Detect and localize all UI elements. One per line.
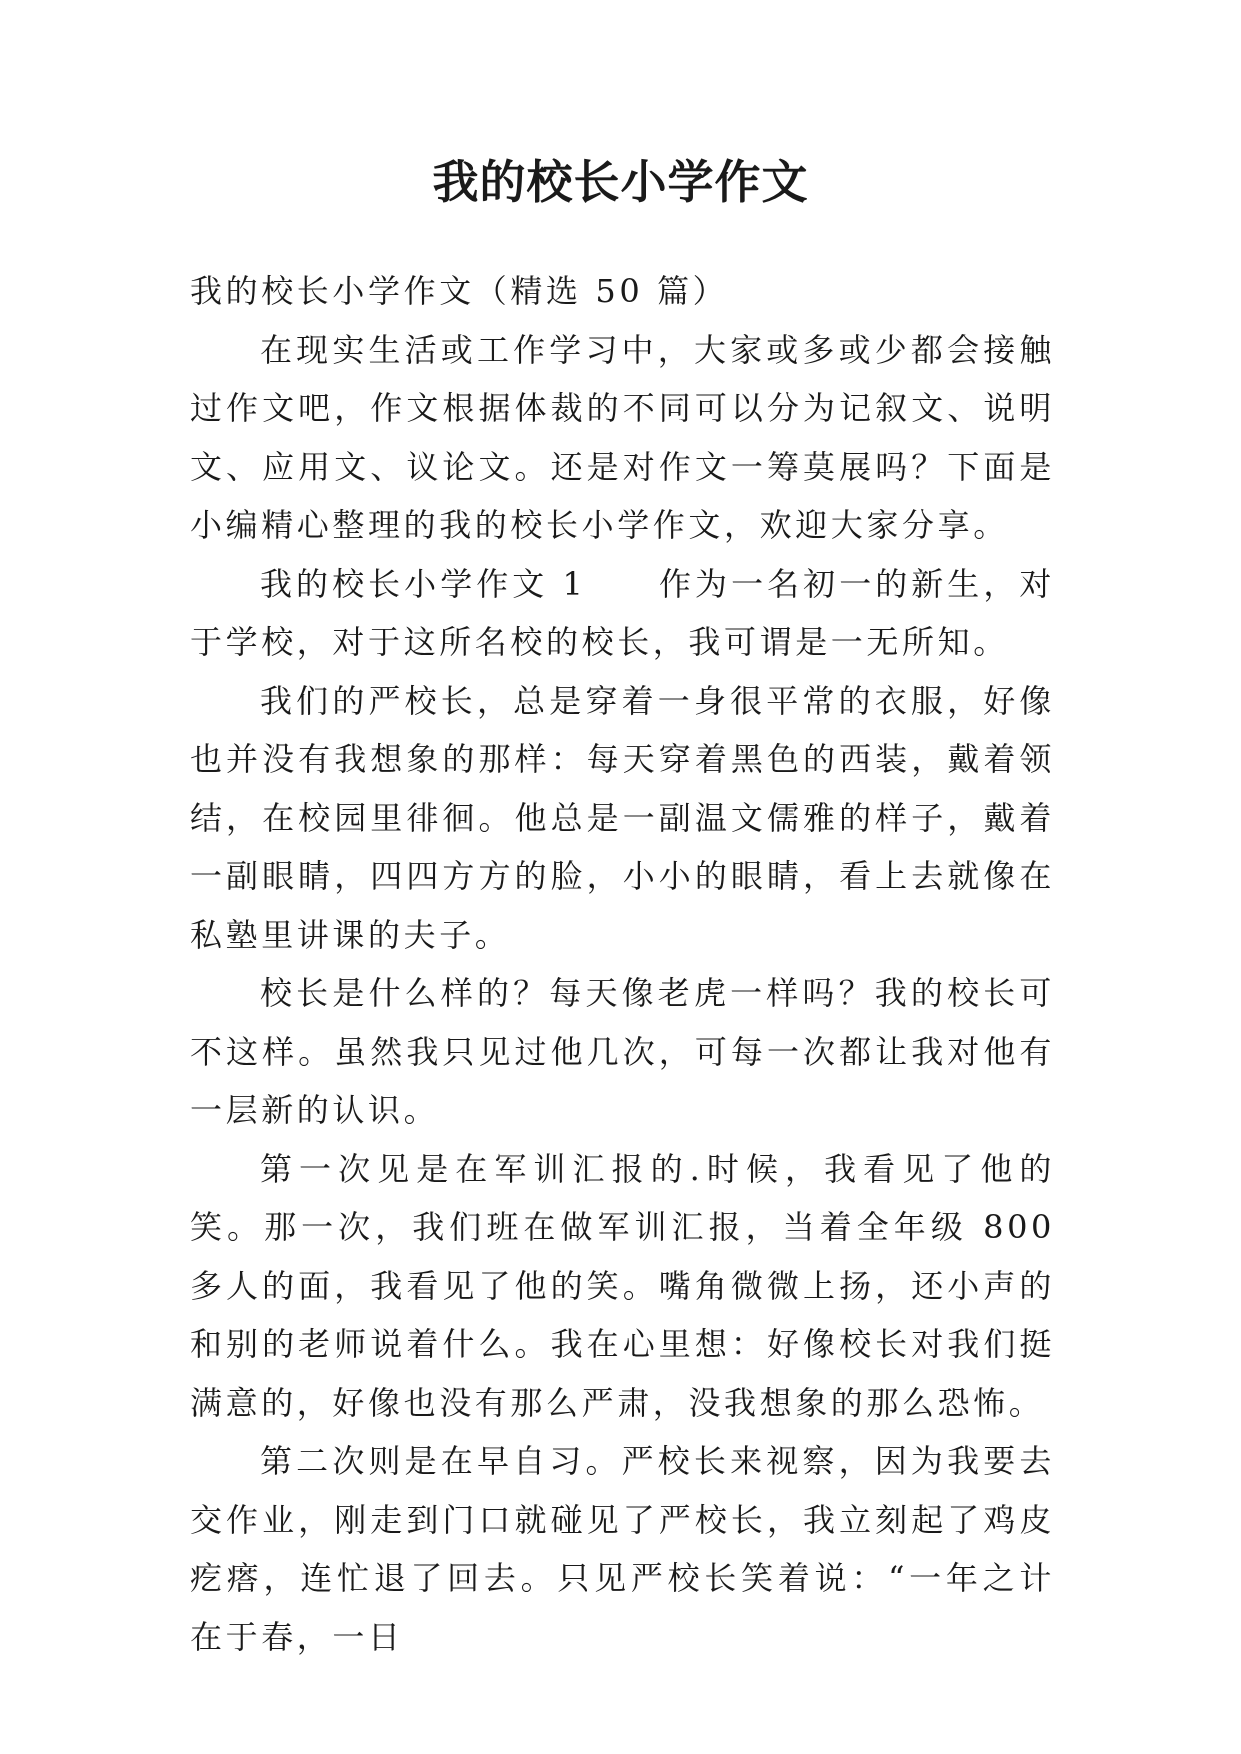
paragraph-second-meeting: 第二次则是在早自习。严校长来视察，因为我要去交作业，刚走到门口就碰见了严校长，我立刻起了鸡皮疙瘩，连忙退了回去。只见严校长笑着说：“一年之计在于春，一日 xyxy=(190,1442,1055,1656)
paragraph-intro: 在现实生活或工作学习中，大家或多或少都会接触过作文吧，作文根据体裁的不同可以分为记叙文、说明文、应用文、议论文。还是对作文一筹莫展吗？下面是小编精心整理的我的校长小学作文，欢迎大家分享。 xyxy=(190,330,1055,544)
page-title: 我的校长小学作文 xyxy=(432,155,809,209)
paragraph-first-meeting: 第一次见是在军训汇报的.时候，我看见了他的笑。那一次，我们班在做军训汇报，当着全年级 800 多人的面，我看见了他的笑。嘴角微微上扬，还小声的和别的老师说着什么。我在心里想：好像校长对我们挺满意的，好像也没有那么严肃，没我想象的那么恐怖。 xyxy=(190,1149,1055,1422)
document-subtitle: 我的校长小学作文（精选 50 篇） xyxy=(190,272,729,310)
paragraph-principal-question: 校长是什么样的？每天像老虎一样吗？我的校长可不这样。虽然我只见过他几次，可每一次都让我对他有一层新的认识。 xyxy=(190,974,1055,1129)
document-body xyxy=(190,262,1055,1666)
paragraph-essay-1-opening: 我的校长小学作文 1 作为一名初一的新生，对于学校，对于这所名校的校长，我可谓是一无所知。 xyxy=(190,564,1055,661)
paragraph-principal-description: 我们的严校长，总是穿着一身很平常的衣服，好像也并没有我想象的那样：每天穿着黑色的西装，戴着领结，在校园里徘徊。他总是一副温文儒雅的样子，戴着一副眼睛，四四方方的脸，小小的眼睛，看上去就像在私塾里讲课的夫子。 xyxy=(190,681,1055,954)
